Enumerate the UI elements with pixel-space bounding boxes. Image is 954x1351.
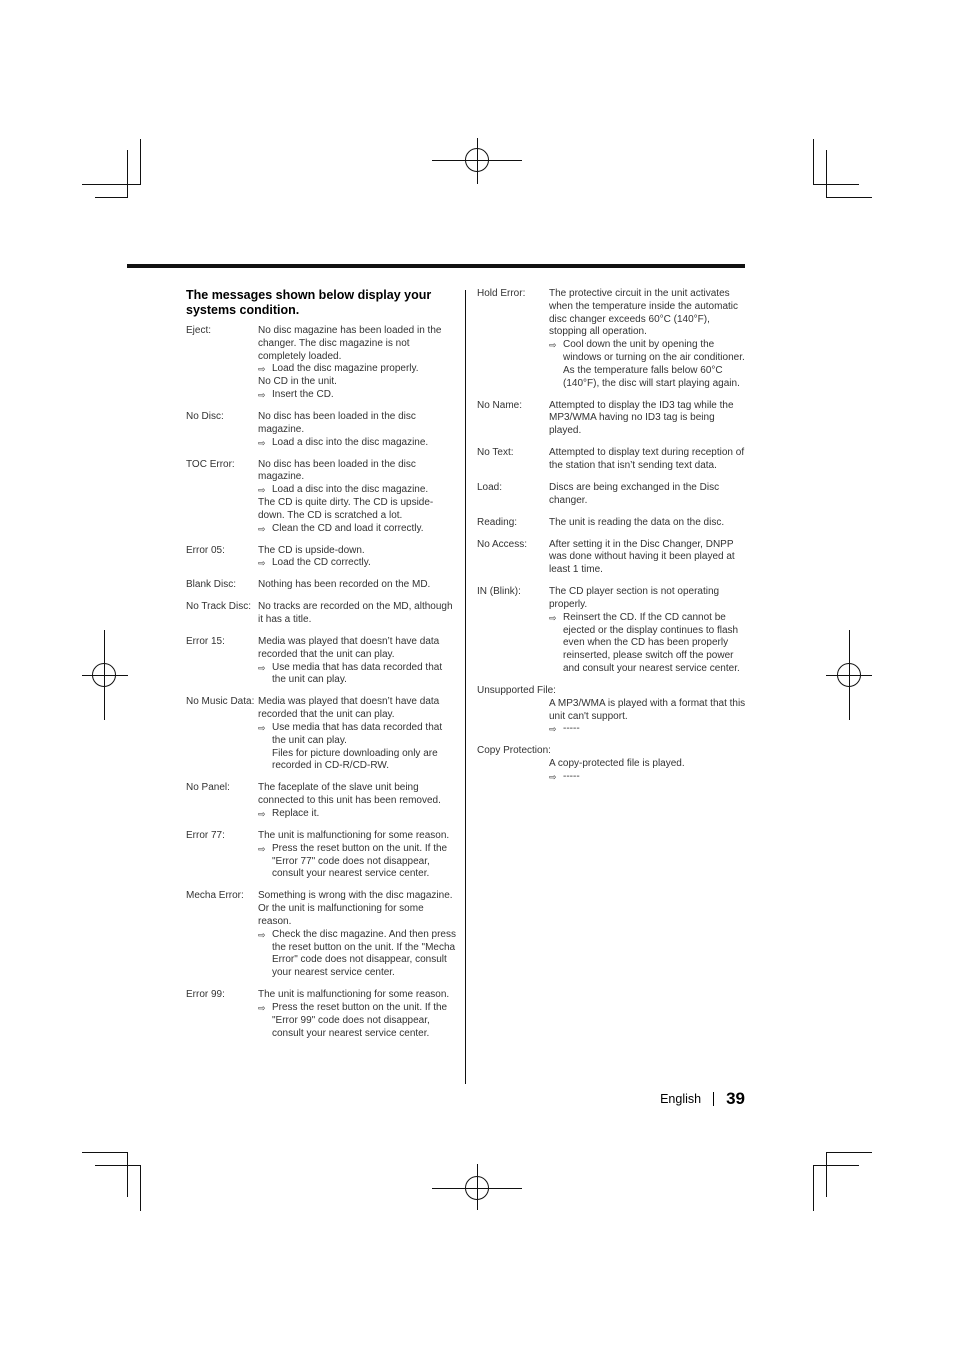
arrow-right-icon: ⇨: [258, 1002, 266, 1013]
message-text: The unit is malfunctioning for some reason.: [258, 829, 450, 841]
remedy-text: Press the reset button on the unit. If the "Error 77" code does not disappear, consult your nearest service center.: [272, 842, 448, 880]
message-description: [258, 579, 458, 592]
remedy-text: Insert the CD.: [272, 388, 334, 400]
message-label: No Panel:: [186, 782, 230, 794]
message-text: The unit is malfunctioning for some reason.: [258, 989, 450, 1001]
message-text: Something is wrong with the disc magazine. Or the unit is malfunctioning for some reason.: [258, 890, 453, 927]
message-entry: [477, 400, 749, 438]
remedy-step: [258, 437, 458, 450]
message-label: No Disc:: [186, 410, 224, 422]
message-text: No CD in the unit.: [258, 376, 337, 388]
remedy-text: Reinsert the CD. If the CD cannot be ejected or the display continues to flash even when the CD has been properly reinserted, please switch off the power and consult your nearest service center.: [563, 611, 740, 675]
footer-language: English: [660, 1092, 702, 1106]
message-label: No Music Data:: [186, 696, 255, 708]
message-entry: [186, 579, 458, 592]
remedy-step: [258, 523, 458, 536]
arrow-right-icon: ⇨: [258, 523, 266, 534]
remedy-text: Load the disc magazine properly.: [272, 363, 419, 375]
message-description: [258, 989, 458, 1040]
message-description: [258, 601, 458, 627]
page-number: 39: [726, 1089, 745, 1108]
message-text: The CD player section is not operating properly.: [549, 586, 720, 611]
message-entry: [186, 890, 458, 980]
arrow-right-icon: ⇨: [258, 437, 266, 448]
message-entry: [186, 782, 458, 820]
arrow-right-icon: ⇨: [258, 843, 266, 854]
left-column: [186, 288, 458, 1050]
arrow-right-icon: ⇨: [549, 772, 557, 782]
arrow-right-icon: ⇨: [258, 723, 266, 734]
message-label: No Track Disc:: [186, 601, 252, 613]
message-text: After setting it in the Disc Changer, DNPP was done without having it been played at least 1 time.: [549, 538, 735, 576]
remedy-step: [549, 612, 749, 676]
message-description: [258, 325, 458, 402]
remedy-text: Check the disc magazine. And then press the reset button on the unit. If the "Mecha Error" code does not disappear, consult your nearest service center.: [272, 928, 456, 979]
remedy-step: [258, 929, 458, 980]
remedy-text: Load a disc into the disc magazine.: [272, 436, 429, 448]
arrow-right-icon: ⇨: [258, 929, 266, 940]
remedy-step: [258, 557, 458, 570]
message-entry: [186, 830, 458, 881]
message-description: [549, 539, 749, 577]
message-description: [258, 830, 458, 881]
remedy-text: Load a disc into the disc magazine.: [272, 484, 429, 496]
message-label: Copy Protection:: [477, 745, 551, 757]
remedy-text: -----: [563, 723, 580, 735]
remedy-text: -----: [563, 771, 580, 782]
message-entry: [186, 696, 458, 773]
message-text: The CD is upside-down.: [258, 544, 365, 556]
message-entry: [186, 636, 458, 687]
remedy-step: [258, 843, 458, 881]
remedy-text: Replace it.: [272, 808, 320, 819]
message-description: [549, 288, 749, 390]
message-description: [258, 545, 458, 571]
message-label: Hold Error:: [477, 288, 526, 299]
remedy-text: Press the reset button on the unit. If the "Error 99" code does not disappear, consult your nearest service center.: [272, 1001, 448, 1039]
remedy-text: Load the CD correctly.: [272, 557, 371, 569]
remedy-step: [258, 484, 458, 497]
message-label: Eject:: [186, 325, 212, 336]
message-entry: [477, 482, 749, 508]
message-entry: [477, 539, 749, 577]
arrow-right-icon: ⇨: [258, 364, 266, 375]
arrow-right-icon: ⇨: [549, 612, 557, 623]
message-text: No tracks are recorded on the MD, although it has a title.: [258, 601, 453, 626]
remedy-step: [258, 808, 458, 821]
message-label: IN (Blink):: [477, 586, 521, 598]
remedy-step: [258, 363, 458, 376]
message-label: Error 15:: [186, 636, 225, 648]
message-entry: [186, 601, 458, 627]
remedy-step: [258, 722, 458, 773]
message-description: [258, 411, 458, 449]
message-entry: [477, 447, 749, 473]
message-label: Mecha Error:: [186, 890, 244, 902]
arrow-right-icon: ⇨: [258, 809, 266, 819]
message-description: [549, 482, 749, 508]
remedy-step: [258, 1002, 458, 1040]
message-text: The unit is reading the data on the disc.: [549, 516, 725, 528]
message-list-right: [477, 288, 749, 784]
arrow-right-icon: ⇨: [549, 340, 557, 351]
remedy-step: [549, 771, 749, 784]
message-text: Nothing has been recorded on the MD.: [258, 579, 431, 591]
message-text: The CD is quite dirty. The CD is upside-down. The CD is scratched a lot.: [258, 496, 434, 521]
right-column: [477, 288, 749, 793]
arrow-right-icon: ⇨: [549, 724, 557, 735]
arrow-right-icon: ⇨: [258, 558, 266, 569]
page-footer: [660, 1089, 745, 1109]
message-label: Reading:: [477, 516, 518, 528]
remedy-step: [258, 389, 458, 402]
message-text: No disc magazine has been loaded in the changer. The disc magazine is not completely loaded.: [258, 325, 442, 362]
message-description: [549, 586, 749, 676]
message-label: Error 99:: [186, 989, 225, 1001]
header-rule: [127, 264, 745, 268]
remedy-step: [258, 662, 458, 688]
message-text: The protective circuit in the unit activates when the temperature inside the automatic disc changer exceeds 60°C (140°F), stopping all operation.: [549, 288, 738, 338]
message-entry: [477, 586, 749, 676]
message-text: The faceplate of the slave unit being connected to this unit has been removed.: [258, 782, 441, 807]
message-entry: [186, 411, 458, 449]
message-entry: [186, 325, 458, 402]
message-description: [549, 447, 749, 473]
message-label: No Access:: [477, 538, 528, 550]
footer-separator: [713, 1092, 714, 1106]
message-label: TOC Error:: [186, 458, 235, 470]
message-label: Error 05:: [186, 544, 225, 556]
message-description: [549, 758, 749, 784]
message-label: Blank Disc:: [186, 579, 237, 591]
section-heading: The messages shown below display your systems condition.: [186, 288, 432, 317]
message-entry: [477, 517, 749, 530]
remedy-step: [549, 723, 749, 736]
message-description: [258, 890, 458, 980]
message-entry: [477, 745, 749, 783]
message-description: [258, 636, 458, 687]
remedy-text: Clean the CD and load it correctly.: [272, 522, 424, 534]
remedy-step: [549, 339, 749, 390]
message-text: Discs are being exchanged in the Disc changer.: [549, 481, 720, 506]
message-text: Media was played that doesn’t have data recorded that the unit can play.: [258, 636, 440, 660]
remedy-text: Use media that has data recorded that the unit can play.: [272, 661, 443, 686]
message-text: No disc has been loaded in the disc magazine.: [258, 410, 416, 435]
message-entry: [186, 989, 458, 1040]
message-description: [549, 517, 749, 530]
message-entry: [477, 288, 749, 390]
column-divider: [465, 290, 466, 1084]
message-text: A copy-protected file is played.: [549, 758, 685, 770]
message-list-left: [186, 325, 458, 1040]
message-label: Unsupported File:: [477, 685, 556, 697]
arrow-right-icon: ⇨: [258, 662, 266, 673]
message-description: [258, 459, 458, 536]
message-entry: [477, 685, 749, 736]
message-entry: [186, 459, 458, 536]
message-label: Load:: [477, 481, 503, 493]
arrow-right-icon: ⇨: [258, 389, 266, 400]
message-text: Attempted to display the ID3 tag while the MP3/WMA having no ID3 tag is being played.: [549, 399, 734, 437]
message-description: [549, 400, 749, 438]
message-description: [549, 698, 749, 736]
message-label: No Name:: [477, 399, 523, 411]
message-entry: [186, 545, 458, 571]
message-label: No Text:: [477, 447, 514, 459]
message-text: A MP3/WMA is played with a format that this unit can't support.: [549, 697, 746, 722]
arrow-right-icon: ⇨: [258, 485, 266, 496]
message-description: [258, 782, 458, 820]
message-text: Attempted to display text during reception of the station that isn’t sending text data.: [549, 447, 745, 471]
message-text: No disc has been loaded in the disc magazine.: [258, 458, 416, 483]
message-text: Media was played that doesn’t have data recorded that the unit can play.: [258, 696, 440, 721]
remedy-text: Cool down the unit by opening the windows or turning on the air conditioner. As the temperature falls below 60°C (140°F), the disc will start playing again.: [563, 339, 745, 389]
remedy-text: Use media that has data recorded that the unit can play. Files for picture downloading only are recorded in CD-R/CD-RW.: [272, 722, 443, 772]
message-label: Error 77:: [186, 829, 225, 841]
message-description: [258, 696, 458, 773]
